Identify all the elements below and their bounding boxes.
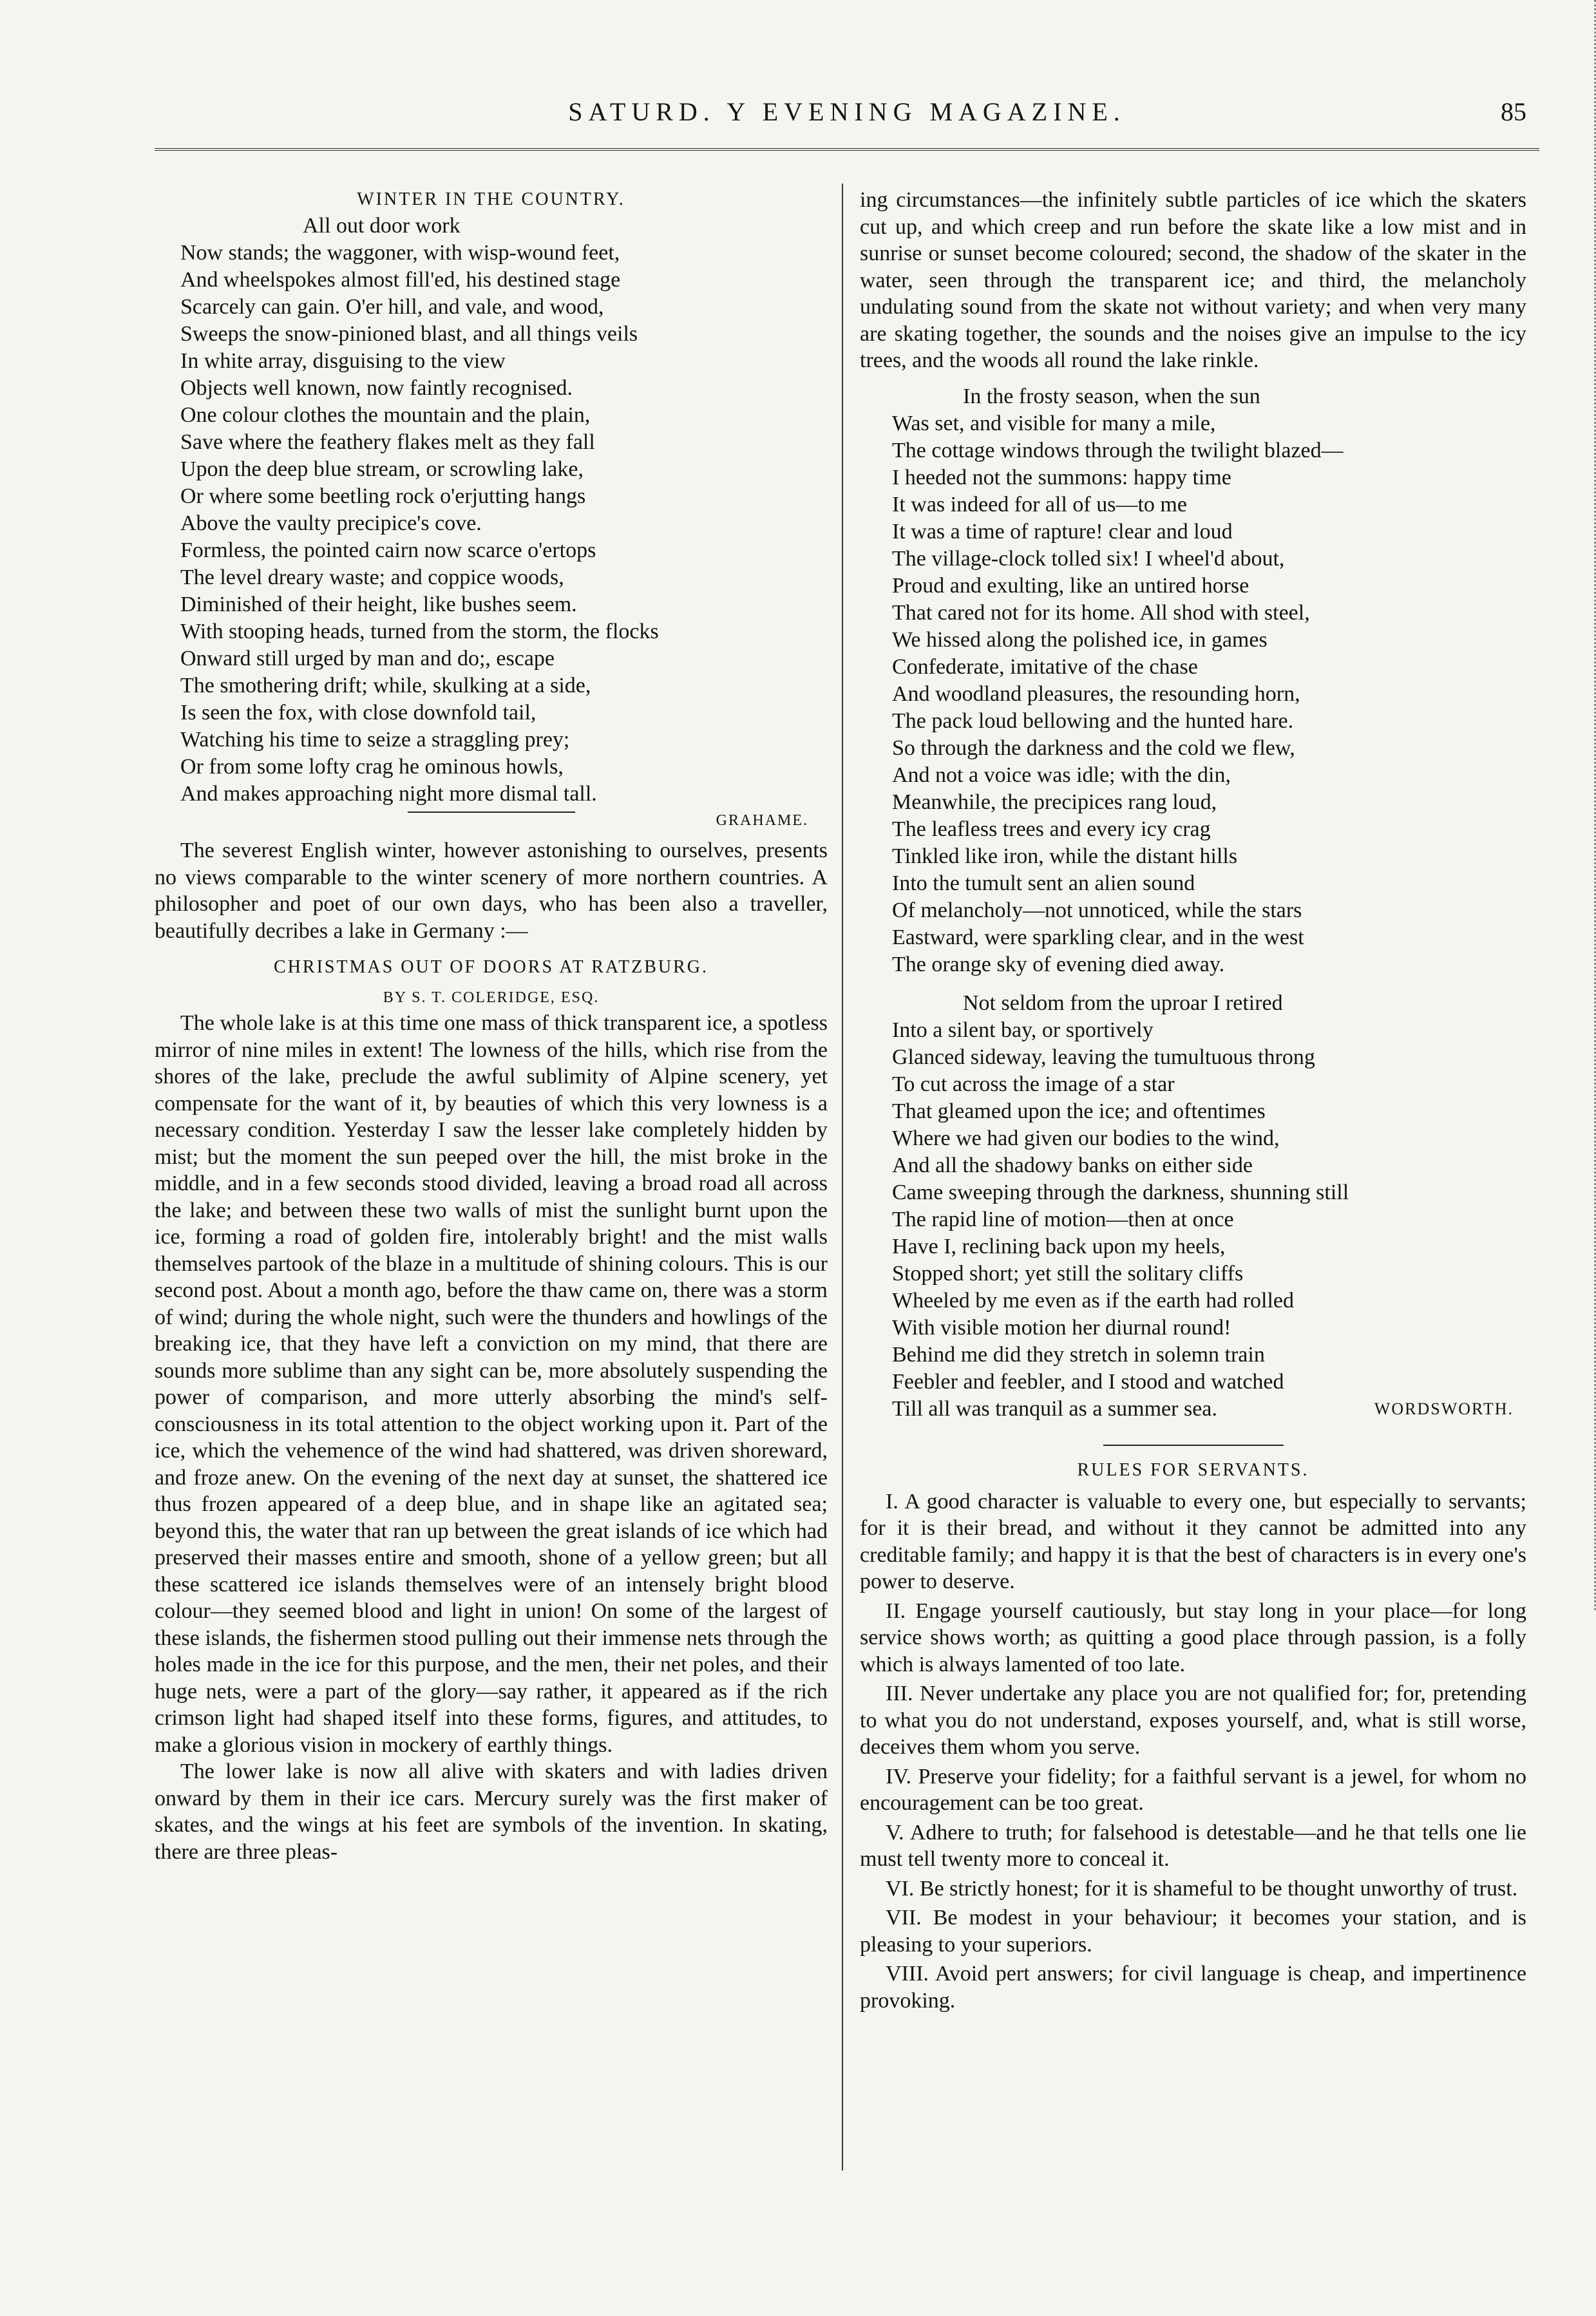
section-rule bbox=[408, 812, 575, 813]
verse-line: Above the vaulty precipice's cove. bbox=[180, 511, 482, 535]
verse-line: It was a time of rapture! clear and loud bbox=[892, 519, 1233, 544]
verse-line: To cut across the image of a star bbox=[892, 1072, 1175, 1096]
header-rule bbox=[155, 148, 1539, 151]
wordsworth-attribution: WORDSWORTH. bbox=[1374, 1399, 1514, 1418]
verse-line: In white array, disguising to the view bbox=[180, 349, 506, 373]
rule-text: Be strictly honest; for it is shameful to be thought unworthy of trust. bbox=[914, 1876, 1518, 1901]
verse-line: Objects well known, now faintly recognised. bbox=[180, 376, 573, 400]
rule-item bbox=[860, 1598, 1526, 1678]
rule-numeral: VII. bbox=[886, 1906, 922, 1930]
rule-numeral: VIII. bbox=[886, 1962, 929, 1986]
verse-line: Behind me did they stretch in solemn train bbox=[892, 1342, 1265, 1367]
wordsworth-stanza-1 bbox=[860, 383, 1526, 978]
verse-line: The village-clock tolled six! I wheel'd about, bbox=[892, 546, 1285, 571]
verse-line: Onward still urged by man and do;, escape bbox=[180, 647, 555, 670]
rule-text: Avoid pert answers; for civil language is cheap, and impertinence provoking. bbox=[860, 1962, 1526, 2013]
rules-title: RULES FOR SERVANTS. bbox=[1077, 1459, 1309, 1480]
verse-line: Formless, the pointed cairn now scarce o'ertops bbox=[180, 538, 596, 562]
wordsworth-closing bbox=[860, 1396, 1526, 1423]
verse-line: Diminished of their height, like bushes seem. bbox=[180, 593, 577, 616]
verse-line: Now stands; the waggoner, with wisp-wound feet, bbox=[180, 241, 620, 265]
verse-line: And makes approaching night more dismal tall. bbox=[180, 782, 597, 806]
verse-line: Is seen the fox, with close downfold tail, bbox=[180, 701, 537, 725]
page-number: 85 bbox=[1501, 97, 1526, 126]
section-rule bbox=[1103, 1445, 1284, 1446]
verse-line: The cottage windows through the twilight blazed— bbox=[892, 438, 1344, 462]
rule-numeral: II. bbox=[886, 1599, 906, 1623]
verse-line: Watching his time to seize a straggling prey; bbox=[180, 728, 570, 752]
verse-line: The pack loud bellowing and the hunted hare. bbox=[892, 708, 1294, 733]
verse-line: All out door work bbox=[303, 214, 461, 238]
verse-line: Confederate, imitative of the chase bbox=[892, 654, 1198, 679]
rule-numeral: V. bbox=[886, 1820, 904, 1845]
intro-paragraph: The severest English winter, however astonishing to ourselves, presents no views comparable to the winter scenery of more northern countries. A philosopher and poet of our own days, who has been also a traveller, beautifully decribes a lake in Germany :— bbox=[155, 839, 828, 943]
verse-line: Or where some beetling rock o'erjutting hangs bbox=[180, 484, 586, 508]
left-column bbox=[155, 187, 828, 1865]
rule-text: Engage yourself cautiously, but stay long in your place—for long service shows worth; as quitting a good place through passion, is a folly which is always lamented of too late. bbox=[860, 1599, 1526, 1676]
rule-numeral: I. bbox=[886, 1489, 898, 1514]
rule-text: A good character is valuable to every one, but especially to servants; for it is their bread, and without it they cannot be admitted into any creditable family; and happy it is that the best of characters is in every one's power to deserve. bbox=[860, 1489, 1526, 1593]
verse-line: Stopped short; yet still the solitary cliffs bbox=[892, 1261, 1244, 1286]
running-title: SATURD. Y EVENING MAGAZINE. bbox=[568, 97, 1126, 126]
verse-line: And woodland pleasures, the resounding horn, bbox=[892, 681, 1300, 706]
christmas-paragraph-2: The lower lake is now all alive with skaters and with ladies driven onward by them in their ice cars. Mercury surely was the first maker of skates, and the wings at his feet are symbols of the invention. In skating, there are three pleas- bbox=[155, 1760, 828, 1864]
rule-text: Preserve your fidelity; for a faithful servant is a jewel, for whom no encouragement can be too great. bbox=[860, 1764, 1526, 1815]
verse-line: That cared not for its home. All shod with steel, bbox=[892, 600, 1310, 625]
rules-list bbox=[860, 1488, 1526, 2015]
verse-line: The leafless trees and every icy crag bbox=[892, 817, 1211, 841]
verse-line: It was indeed for all of us—to me bbox=[892, 492, 1187, 517]
wordsworth-stanza-2 bbox=[860, 990, 1526, 1396]
verse-line: Or from some lofty crag he ominous howls, bbox=[180, 755, 564, 779]
rule-item bbox=[860, 1763, 1526, 1817]
verse-line: So through the darkness and the cold we flew, bbox=[892, 736, 1295, 760]
verse-line: Scarcely can gain. O'er hill, and vale, and wood, bbox=[180, 295, 604, 319]
christmas-paragraph-1: The whole lake is at this time one mass of thick transparent ice, a spotless mirror of nine miles in extent! The lowness of the hills, which rise from the shores of the lake, preclude the awful sublimity of Alpine scenery, yet compensate for the want of it, by beauties of which this very lowness is a necessary condition. Yesterday I saw the lesser lake completely hidden by mist; but the moment the sun peeped over the hill, the mist broke in the middle, and in a few seconds stood divided, leaving a broad road all across the lake; and between these two walls of mist the sunlight burnt upon the ice, forming a road of golden fire, intolerably bright! and the mist walls themselves partook of the blaze in a multitude of shining colours. This is our second post. About a month ago, before the thaw came on, there was a storm of wind; during the whole night, such were the thunders and howlings of the breaking ice, that they have left a conviction on my mind, that there are sounds more sublime than any sight can be, more absolutely suspending the power of comparison, and more utterly absorbing the mind's self-consciousness in its total attention to the object working upon it. Part of the ice, which the vehemence of the wind had shattered, was driven shoreward, and froze anew. On the evening of the next day at sunset, the shattered ice thus frozen appeared of a deep blue, and in shape like an agitated sea; beyond this, the water that ran up between the great islands of ice which had preserved their masses entire and smooth, shone of a yellow green; but all these scattered ice islands themselves were of an intensely bright blood colour—they seemed blood and light in union! On some of the largest of these islands, the fishermen stood pulling out their immense nets through the holes made in the ice for this purpose, and the men, their net poles, and their huge nets, were a part of the glory—say rather, it appeared as if the rich crimson light had shaped itself into these forms, figures, and attitudes, to make a glorious vision in mockery of earthly things. bbox=[155, 1011, 828, 1757]
verse-line: Eastward, were sparkling clear, and in the west bbox=[892, 925, 1304, 949]
verse-line: Meanwhile, the precipices rang loud, bbox=[892, 790, 1217, 814]
verse-line: Where we had given our bodies to the wind, bbox=[892, 1126, 1280, 1150]
right-column bbox=[860, 187, 1526, 2017]
verse-line: Came sweeping through the darkness, shunning still bbox=[892, 1180, 1349, 1204]
rule-item bbox=[860, 1819, 1526, 1873]
verse-line: The rapid line of motion—then at once bbox=[892, 1207, 1234, 1231]
verse-line: Was set, and visible for many a mile, bbox=[892, 411, 1216, 435]
christmas-article-title: CHRISTMAS OUT OF DOORS AT RATZBURG. bbox=[274, 957, 708, 977]
verse-line: The level dreary waste; and coppice woods, bbox=[180, 565, 564, 589]
winter-poem-title: WINTER IN THE COUNTRY. bbox=[357, 189, 625, 209]
verse-line: Not seldom from the uproar I retired bbox=[963, 991, 1283, 1015]
winter-poem-attribution: GRAHAME. bbox=[716, 812, 808, 829]
verse-line: We hissed along the polished ice, in games bbox=[892, 627, 1268, 652]
verse-line: I heeded not the summons: happy time bbox=[892, 465, 1231, 489]
verse-line: With stooping heads, turned from the storm, the flocks bbox=[180, 620, 659, 643]
verse-line: One colour clothes the mountain and the plain, bbox=[180, 403, 591, 427]
verse-line: Tinkled like iron, while the distant hills bbox=[892, 844, 1238, 868]
winter-poem bbox=[155, 213, 828, 808]
verse-line: And wheelspokes almost fill'ed, his destined stage bbox=[180, 268, 621, 292]
rule-text: Adhere to truth; for falsehood is detestable—and he that tells one lie must tell twenty more to conceal it. bbox=[860, 1820, 1526, 1871]
rule-text: Never undertake any place you are not qualified for; for, pretending to what you do not understand, exposes yourself, and, what is still worse, deceives them whom you serve. bbox=[860, 1682, 1526, 1759]
verse-line: And not a voice was idle; with the din, bbox=[892, 763, 1231, 787]
verse-line: The smothering drift; while, skulking at a side, bbox=[180, 674, 591, 698]
verse-line: Wheeled by me even as if the earth had rolled bbox=[892, 1288, 1295, 1313]
verse-line: Save where the feathery flakes melt as they fall bbox=[180, 430, 595, 454]
rule-item bbox=[860, 1488, 1526, 1595]
verse-line: Have I, reclining back upon my heels, bbox=[892, 1234, 1226, 1258]
verse-line: Into the tumult sent an alien sound bbox=[892, 871, 1195, 895]
rule-item bbox=[860, 1904, 1526, 1958]
verse-line: With visible motion her diurnal round! bbox=[892, 1315, 1231, 1340]
verse-line: And all the shadowy banks on either side bbox=[892, 1153, 1253, 1177]
rule-item bbox=[860, 1875, 1526, 1903]
christmas-article-byline: BY S. T. COLERIDGE, ESQ. bbox=[383, 989, 600, 1006]
verse-line: Proud and exulting, like an untired horse bbox=[892, 573, 1249, 598]
verse-line: Feebler and feebler, and I stood and watched bbox=[892, 1369, 1284, 1394]
rule-item bbox=[860, 1680, 1526, 1761]
rule-numeral: VI. bbox=[886, 1876, 915, 1901]
christmas-continuation: ing circumstances—the infinitely subtle particles of ice which the skaters cut up, and which creep and run before the skate like a low mist and in sunrise or sunset become coloured; second, the shadow of the skater in the water, seen through the transparent ice; and third, the melancholy undulating sound from the skate not without variety; and when very many are skating together, the sounds and the noises give an impulse to the icy trees, and the woods all round the lake rinkle. bbox=[860, 188, 1526, 372]
rule-numeral: IV. bbox=[886, 1764, 911, 1789]
verse-line: Sweeps the snow-pinioned blast, and all things veils bbox=[180, 322, 638, 346]
verse-line: Of melancholy—not unnoticed, while the stars bbox=[892, 898, 1302, 922]
verse-line: Glanced sideway, leaving the tumultuous throng bbox=[892, 1045, 1315, 1069]
verse-line: The orange sky of evening died away. bbox=[892, 952, 1225, 976]
rule-numeral: III. bbox=[886, 1682, 913, 1705]
page-edge bbox=[1581, 0, 1596, 1610]
rule-text: Be modest in your behaviour; it becomes your station, and is pleasing to your superiors. bbox=[860, 1906, 1526, 1957]
verse-line: That gleamed upon the ice; and oftentimes bbox=[892, 1099, 1266, 1123]
column-divider bbox=[842, 184, 843, 2170]
verse-line: Upon the deep blue stream, or scrowling lake, bbox=[180, 457, 584, 481]
verse-line: In the frosty season, when the sun bbox=[963, 384, 1260, 408]
rule-item bbox=[860, 1960, 1526, 2014]
wordsworth-last-line: Till all was tranquil as a summer sea. bbox=[892, 1396, 1217, 1421]
page-header bbox=[155, 97, 1539, 135]
verse-line: Into a silent bay, or sportively bbox=[892, 1018, 1154, 1042]
